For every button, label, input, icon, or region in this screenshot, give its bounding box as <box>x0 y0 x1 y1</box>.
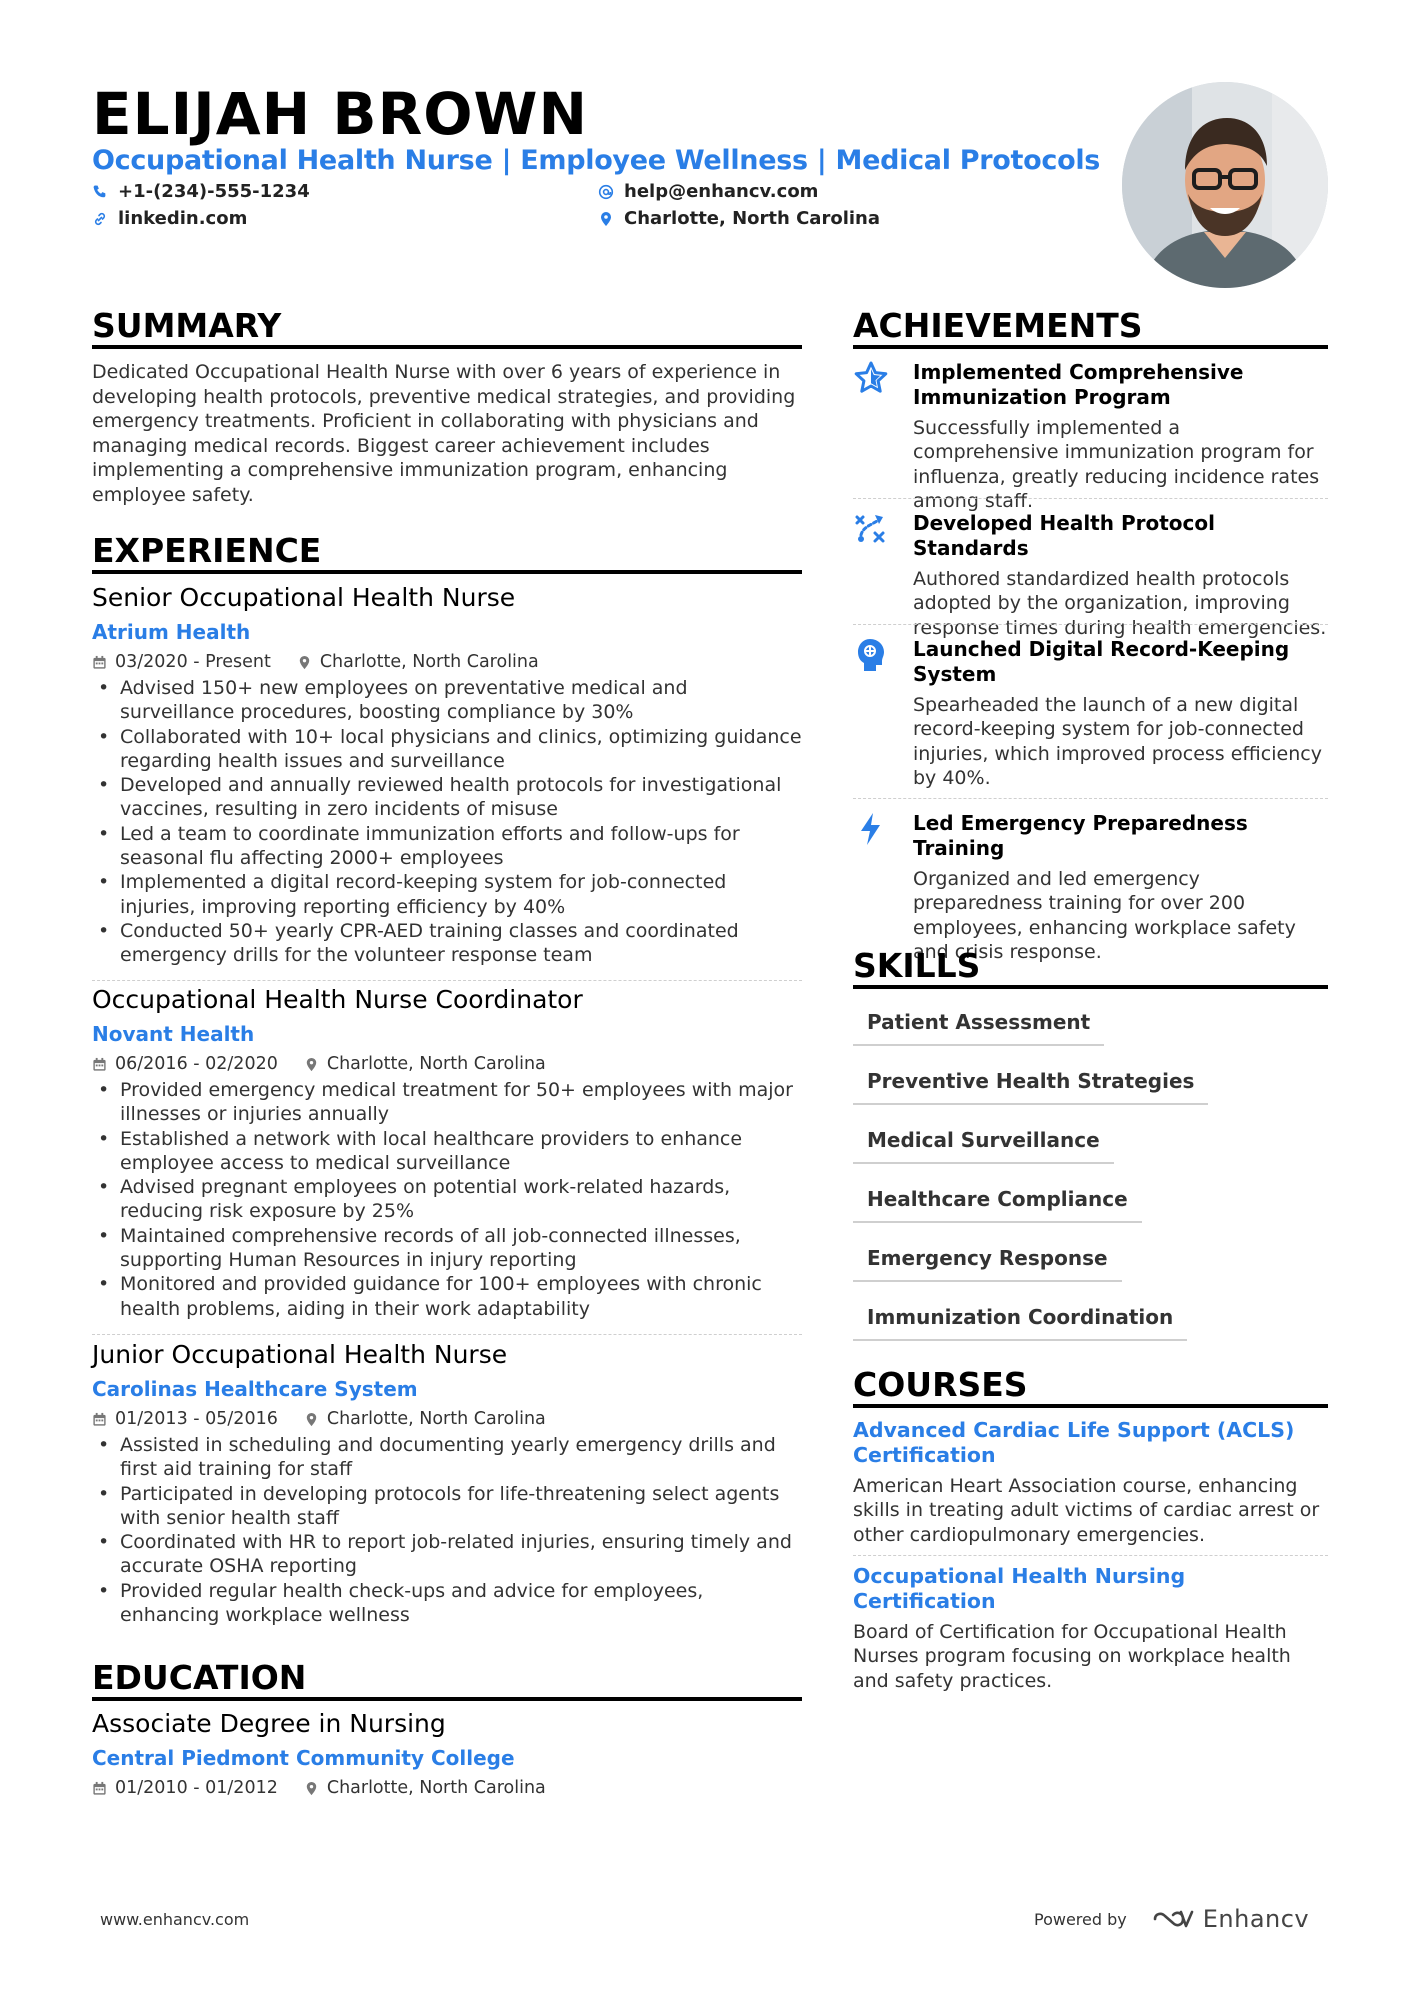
list-item: • Assisted in scheduling and documenting yearly emergency drills and first aid training for staff <box>92 1433 802 1482</box>
linkedin-text[interactable]: linkedin.com <box>118 208 248 229</box>
job-location-text: Charlotte, North Carolina <box>326 1054 546 1074</box>
list-item: • Maintained comprehensive records of all job-connected illnesses, supporting Human Resources in injury reporting <box>92 1224 802 1273</box>
enhancv-logo[interactable] <box>1151 1905 1309 1933</box>
job-entry <box>92 984 802 1321</box>
achievements-heading: ACHIEVEMENTS <box>853 306 1143 345</box>
location-text: Charlotte, North Carolina <box>624 208 880 229</box>
skill-tag: Patient Assessment <box>853 1010 1104 1046</box>
achievement-item <box>853 360 1328 513</box>
job-location <box>304 1054 546 1074</box>
list-item: • Developed and annually reviewed health protocols for investigational vaccines, resulting in zero incidents of misuse <box>92 773 802 822</box>
courses-heading: COURSES <box>853 1365 1028 1404</box>
contact-phone <box>92 181 310 202</box>
achievement-item <box>853 637 1328 790</box>
job-dates-text: 06/2016 - 02/2020 <box>115 1054 278 1074</box>
education-heading: EDUCATION <box>92 1658 307 1697</box>
skill-tag: Immunization Coordination <box>853 1305 1187 1341</box>
job-entry <box>92 582 802 968</box>
portrait-illustration <box>1122 82 1328 288</box>
job-title: Occupational Health Nurse Coordinator <box>92 985 583 1014</box>
course-item <box>853 1418 1328 1547</box>
job-meta <box>92 1054 802 1074</box>
summary-text: Dedicated Occupational Health Nurse with over 6 years of experience in developing health protocols, preventive medical strategies, and providing emergency treatments. Proficient in collaborating with physicians and managing medical records. Biggest career achievement includes implementing a comprehensive immunization program, enhancing employee safety. <box>92 361 796 506</box>
brain-head-icon <box>853 637 889 673</box>
job-dates-text: 01/2013 - 05/2016 <box>115 1409 278 1429</box>
achievement-desc: Organized and led emergency preparedness training for over 200 employees, enhancing workplace safety and crisis response. <box>913 868 1296 963</box>
job-location-text: Charlotte, North Carolina <box>319 652 539 672</box>
achievement-title: Launched Digital Record-Keeping System <box>913 637 1290 686</box>
achievement-item <box>853 511 1328 640</box>
list-item: • Provided regular health check-ups and advice for employees, enhancing workplace wellness <box>92 1579 802 1628</box>
achievement-desc: Successfully implemented a comprehensive immunization program for influenza, greatly reducing incidence rates among staff. <box>913 417 1320 512</box>
company-name: Atrium Health <box>92 620 251 644</box>
education-location-text: Charlotte, North Carolina <box>326 1778 546 1798</box>
summary-rule <box>92 345 802 349</box>
location-pin-icon <box>297 655 312 670</box>
list-item: • Established a network with local healthcare providers to enhance employee access to medical surveillance <box>92 1127 802 1176</box>
calendar-icon <box>92 1412 107 1427</box>
calendar-icon <box>92 1781 107 1796</box>
skill-tag: Healthcare Compliance <box>853 1187 1142 1223</box>
profile-photo <box>1122 82 1328 288</box>
achievement-title: Led Emergency Preparedness Training <box>913 811 1248 860</box>
list-item: • Advised pregnant employees on potential work-related hazards, reducing risk exposure by 25% <box>92 1175 802 1224</box>
school-name: Central Piedmont Community College <box>92 1746 515 1770</box>
job-title: Junior Occupational Health Nurse <box>92 1340 508 1369</box>
job-title: Senior Occupational Health Nurse <box>92 583 516 612</box>
education-dates-text: 01/2010 - 01/2012 <box>115 1778 278 1798</box>
at-icon <box>598 184 614 200</box>
job-entry <box>92 1339 802 1627</box>
list-item: • Monitored and provided guidance for 100+ employees with chronic health problems, aiding in their work adaptability <box>92 1272 802 1321</box>
skill-tag: Emergency Response <box>853 1246 1122 1282</box>
course-title: Advanced Cardiac Life Support (ACLS) Certification <box>853 1418 1295 1467</box>
powered-by-text: Powered by <box>1034 1909 1127 1929</box>
list-item: • Conducted 50+ yearly CPR-AED training classes and coordinated emergency drills for the volunteer response team <box>92 919 802 968</box>
summary-heading: SUMMARY <box>92 306 282 345</box>
education-rule <box>92 1697 802 1701</box>
degree-title: Associate Degree in Nursing <box>92 1709 446 1738</box>
experience-heading: EXPERIENCE <box>92 531 322 570</box>
achievements-rule <box>853 345 1328 349</box>
job-location-text: Charlotte, North Carolina <box>326 1409 546 1429</box>
divider <box>853 498 1328 499</box>
skills-rule <box>853 985 1328 989</box>
job-location <box>304 1409 546 1429</box>
course-title: Occupational Health Nursing Certification <box>853 1564 1186 1613</box>
calendar-icon <box>92 655 107 670</box>
achievement-desc: Spearheaded the launch of a new digital record-keeping system for job-connected injuries, which improved process efficiency by 40%. <box>913 694 1322 789</box>
job-meta <box>92 1409 802 1429</box>
course-item <box>853 1564 1328 1693</box>
contact-email <box>598 181 818 202</box>
lightning-icon <box>853 811 889 847</box>
skills-heading: SKILLS <box>853 946 981 985</box>
candidate-name: ELIJAH BROWN <box>92 80 589 148</box>
email-text[interactable]: help@enhancv.com <box>624 181 819 202</box>
courses-rule <box>853 1404 1328 1408</box>
education-meta <box>92 1778 802 1798</box>
job-meta <box>92 652 802 672</box>
job-bullets <box>92 1078 802 1321</box>
calendar-icon <box>92 1057 107 1072</box>
company-name: Carolinas Healthcare System <box>92 1377 418 1401</box>
list-item: • Coordinated with HR to report job-related injuries, ensuring timely and accurate OSHA reporting <box>92 1530 802 1579</box>
location-pin-icon <box>598 211 614 227</box>
skill-tag: Medical Surveillance <box>853 1128 1114 1164</box>
education-location <box>304 1778 546 1798</box>
job-dates <box>92 652 271 672</box>
job-bullets <box>92 1433 802 1627</box>
enhancv-logo-icon <box>1151 1907 1195 1931</box>
footer-website[interactable]: www.enhancv.com <box>100 1910 250 1929</box>
location-pin-icon <box>304 1412 319 1427</box>
divider <box>853 798 1328 799</box>
education-entry <box>92 1708 802 1798</box>
achievement-title: Developed Health Protocol Standards <box>913 511 1215 560</box>
list-item: • Advised 150+ new employees on preventative medical and surveillance procedures, boosting compliance by 30% <box>92 676 802 725</box>
link-icon <box>92 211 108 227</box>
footer-branding <box>1034 1905 1309 1933</box>
list-item: • Participated in developing protocols for life-threatening select agents with senior health staff <box>92 1482 802 1531</box>
enhancv-brand-text: Enhancv <box>1202 1905 1310 1933</box>
list-item: • Provided emergency medical treatment for 50+ employees with major illnesses or injuries annually <box>92 1078 802 1127</box>
list-item: • Collaborated with 10+ local physicians and clinics, optimizing guidance regarding health issues and surveillance <box>92 725 802 774</box>
course-desc: American Heart Association course, enhancing skills in treating adult victims of cardiac arrest or other cardiopulmonary emergencies. <box>853 1475 1320 1546</box>
star-icon <box>853 360 889 396</box>
strategy-icon <box>853 511 889 547</box>
divider <box>92 980 802 981</box>
course-desc: Board of Certification for Occupational Health Nurses program focusing on workplace health and safety practices. <box>853 1621 1291 1692</box>
job-location <box>297 652 539 672</box>
divider <box>853 1555 1328 1556</box>
education-dates <box>92 1778 278 1798</box>
list-item: • Implemented a digital record-keeping system for job-connected injuries, improving reporting efficiency by 40% <box>92 870 802 919</box>
job-dates <box>92 1054 278 1074</box>
company-name: Novant Health <box>92 1022 255 1046</box>
achievement-item <box>853 811 1328 964</box>
achievement-title: Implemented Comprehensive Immunization Program <box>913 360 1244 409</box>
achievement-desc: Authored standardized health protocols adopted by the organization, improving response times during health emergencies. <box>913 568 1327 639</box>
phone-text[interactable]: +1-(234)-555-1234 <box>118 181 310 202</box>
job-dates-text: 03/2020 - Present <box>115 652 271 672</box>
candidate-tagline: Occupational Health Nurse | Employee Wellness | Medical Protocols <box>92 145 1101 176</box>
list-item: • Led a team to coordinate immunization efforts and follow-ups for seasonal flu affecting 2000+ employees <box>92 822 802 871</box>
divider <box>92 1334 802 1335</box>
contact-linkedin <box>92 208 247 229</box>
job-dates <box>92 1409 278 1429</box>
contact-location <box>598 208 880 229</box>
phone-icon <box>92 184 108 200</box>
location-pin-icon <box>304 1781 319 1796</box>
job-bullets <box>92 676 802 968</box>
skill-tag: Preventive Health Strategies <box>853 1069 1208 1105</box>
experience-rule <box>92 570 802 574</box>
location-pin-icon <box>304 1057 319 1072</box>
divider <box>853 624 1328 625</box>
